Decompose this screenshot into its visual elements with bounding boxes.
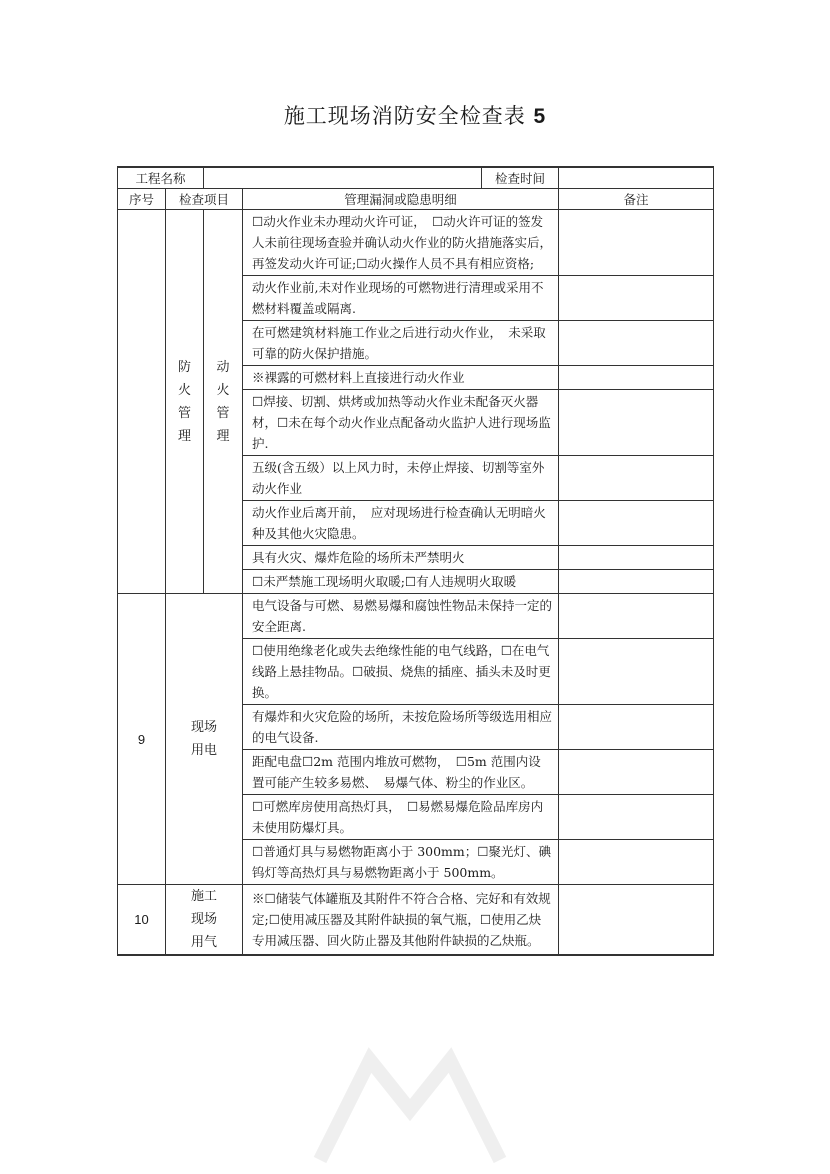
remarks-cell[interactable] — [559, 321, 714, 366]
hazard-detail: 电气设备与可燃、易燃易爆和腐蚀性物品未保持一定的安全距离. — [243, 594, 559, 639]
hazard-detail: ※裸露的可燃材料上直接进行动火作业 — [243, 366, 559, 390]
table-row — [118, 885, 714, 956]
table-row — [118, 210, 714, 276]
section-seq — [118, 210, 166, 594]
remarks-cell[interactable] — [559, 885, 714, 956]
hazard-detail: ☐焊接、切割、烘烤或加热等动火作业未配备灭火器材，☐未在每个动火作业点配备动火监护人进行现场监护. — [243, 390, 559, 456]
column-header-details: 管理漏洞或隐患明细 — [243, 189, 559, 210]
hazard-detail: 五级(含五级）以上风力时，未停止焊接、切割等室外动火作业 — [243, 456, 559, 501]
remarks-cell[interactable] — [559, 276, 714, 321]
project-name-label: 工程名称 — [118, 167, 204, 189]
hazard-detail: ☐普通灯具与易燃物距离小于 300mm；☐聚光灯、碘钨灯等高热灯具与易燃物距离小于 500mm。 — [243, 840, 559, 885]
column-header-row — [118, 189, 714, 210]
hazard-detail: 具有火灾、爆炸危险的场所未严禁明火 — [243, 546, 559, 570]
column-header-check-item: 检查项目 — [166, 189, 243, 210]
section-seq: 10 — [118, 885, 166, 956]
project-name-field[interactable] — [204, 167, 482, 189]
remarks-cell[interactable] — [559, 366, 714, 390]
project-info-row — [118, 167, 714, 189]
remarks-cell[interactable] — [559, 390, 714, 456]
remarks-cell[interactable] — [559, 570, 714, 594]
hazard-detail: ☐可燃库房使用高热灯具， ☐易燃易爆危险品库房内未使用防爆灯具。 — [243, 795, 559, 840]
watermark-graphic — [300, 1040, 520, 1170]
check-time-label: 检查时间 — [482, 167, 559, 189]
remarks-cell[interactable] — [559, 750, 714, 795]
remarks-cell[interactable] — [559, 840, 714, 885]
remarks-cell[interactable] — [559, 705, 714, 750]
column-header-remarks: 备注 — [559, 189, 714, 210]
hazard-detail: ☐动火作业未办理动火许可证， ☐动火许可证的签发人未前往现场查验并确认动火作业的防火措施落实后，再签发动火许可证;☐动火操作人员不具有相应资格; — [243, 210, 559, 276]
remarks-cell[interactable] — [559, 501, 714, 546]
inspection-table — [117, 166, 714, 956]
hazard-detail: 动火作业后离开前， 应对现场进行检查确认无明暗火种及其他火灾隐患。 — [243, 501, 559, 546]
hazard-detail: 在可燃建筑材料施工作业之后进行动火作业， 未采取可靠的防火保护措施。 — [243, 321, 559, 366]
hazard-detail: 有爆炸和火灾危险的场所，未按危险场所等级选用相应的电气设备. — [243, 705, 559, 750]
subcategory-label: 动 火 管 理 — [204, 210, 243, 594]
column-header-seq: 序号 — [118, 189, 166, 210]
category-label: 现场 用电 — [166, 594, 243, 885]
remarks-cell[interactable] — [559, 210, 714, 276]
remarks-cell[interactable] — [559, 456, 714, 501]
category-label: 防 火 管 理 — [166, 210, 204, 594]
remarks-cell[interactable] — [559, 594, 714, 639]
table-row — [118, 594, 714, 639]
section-seq: 9 — [118, 594, 166, 885]
hazard-detail: 动火作业前,未对作业现场的可燃物进行清理或采用不燃材料覆盖或隔离. — [243, 276, 559, 321]
hazard-detail: ☐未严禁施工现场明火取暖;☐有人违规明火取暖 — [243, 570, 559, 594]
remarks-cell[interactable] — [559, 795, 714, 840]
remarks-cell[interactable] — [559, 639, 714, 705]
hazard-detail: ☐使用绝缘老化或失去绝缘性能的电气线路，☐在电气线路上悬挂物品。☐破损、烧焦的插座、插头未及时更换。 — [243, 639, 559, 705]
category-label: 施工 现场 用气 — [166, 885, 243, 956]
check-time-field[interactable] — [559, 167, 714, 189]
page-title: 施工现场消防安全检查表 5 — [283, 104, 547, 128]
remarks-cell[interactable] — [559, 546, 714, 570]
hazard-detail: ※☐储装气体罐瓶及其附件不符合合格、完好和有效规定;☐使用减压器及其附件缺损的氧气瓶，☐使用乙炔专用减压器、回火防止器及其他附件缺损的乙炔瓶。 — [243, 885, 559, 956]
hazard-detail: 距配电盘☐2m 范围内堆放可燃物， ☐5m 范围内设置可能产生较多易燃、 易爆气体、粉尘的作业区。 — [243, 750, 559, 795]
